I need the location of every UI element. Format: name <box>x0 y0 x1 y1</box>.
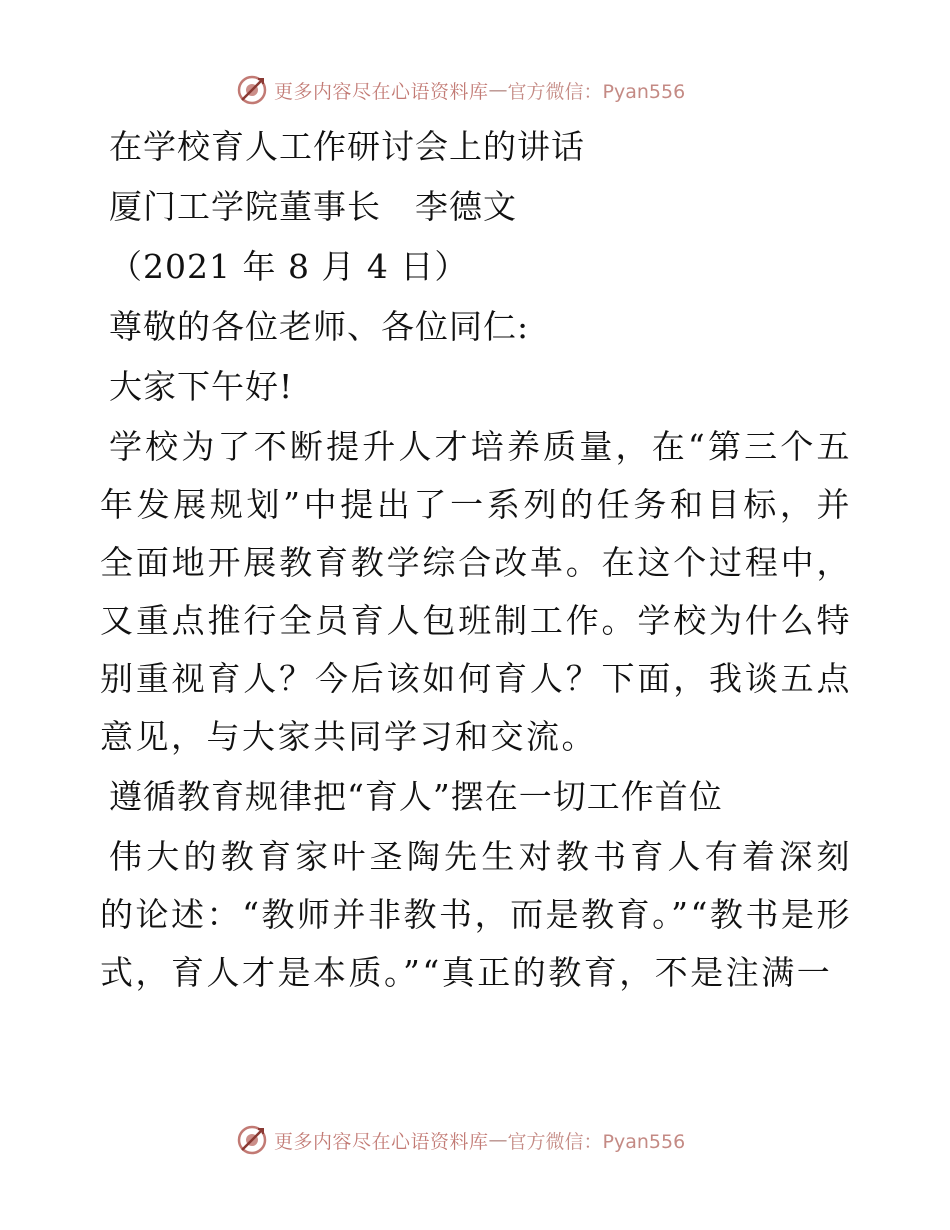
greeting: 大家下午好! <box>109 367 294 406</box>
watermark-footer <box>236 1122 685 1158</box>
section-heading: 遵循教育规律把“育人”摆在一切工作首位 <box>109 777 723 816</box>
logo-icon <box>236 1124 268 1156</box>
watermark-header <box>236 72 685 108</box>
watermark-contact: 官方微信：Pyan556 <box>507 80 686 103</box>
watermark-separator: — <box>488 1129 508 1151</box>
document-title: 在学校育人工作研讨会上的讲话 <box>109 127 585 166</box>
salutation: 尊敬的各位老师、各位同仁: <box>109 307 530 346</box>
paragraph-quote <box>100 828 852 1002</box>
watermark-contact: 官方微信：Pyan556 <box>507 1130 686 1153</box>
document-body <box>100 118 852 1002</box>
document-date: （2021 年 8 月 4 日） <box>109 247 469 286</box>
paragraph-intro <box>100 418 852 766</box>
document-author: 厦门工学院董事长 李德文 <box>109 187 517 226</box>
paragraph-intro-text: 学校为了不断提升人才培养质量，在“第三个五年发展规划”中提出了一系列的任务和目标，并全面地开展教育教学综合改革。在这个过程中，又重点推行全员育人包班制工作。学校为什么特别重视育人？今后该如何育人？下面，我谈五点意见，与大家共同学习和交流。 <box>100 427 852 756</box>
watermark-text: 更多内容尽在心语资料库 <box>274 1130 489 1153</box>
watermark-text: 更多内容尽在心语资料库 <box>274 80 489 103</box>
logo-icon <box>236 74 268 106</box>
paragraph-quote-text: 伟大的教育家叶圣陶先生对教书育人有着深刻的论述：“教师并非教书，而是教育。”“教书是形式，育人才是本质。”“真正的教育，不是注满一 <box>100 837 852 992</box>
watermark-separator: — <box>488 79 508 101</box>
